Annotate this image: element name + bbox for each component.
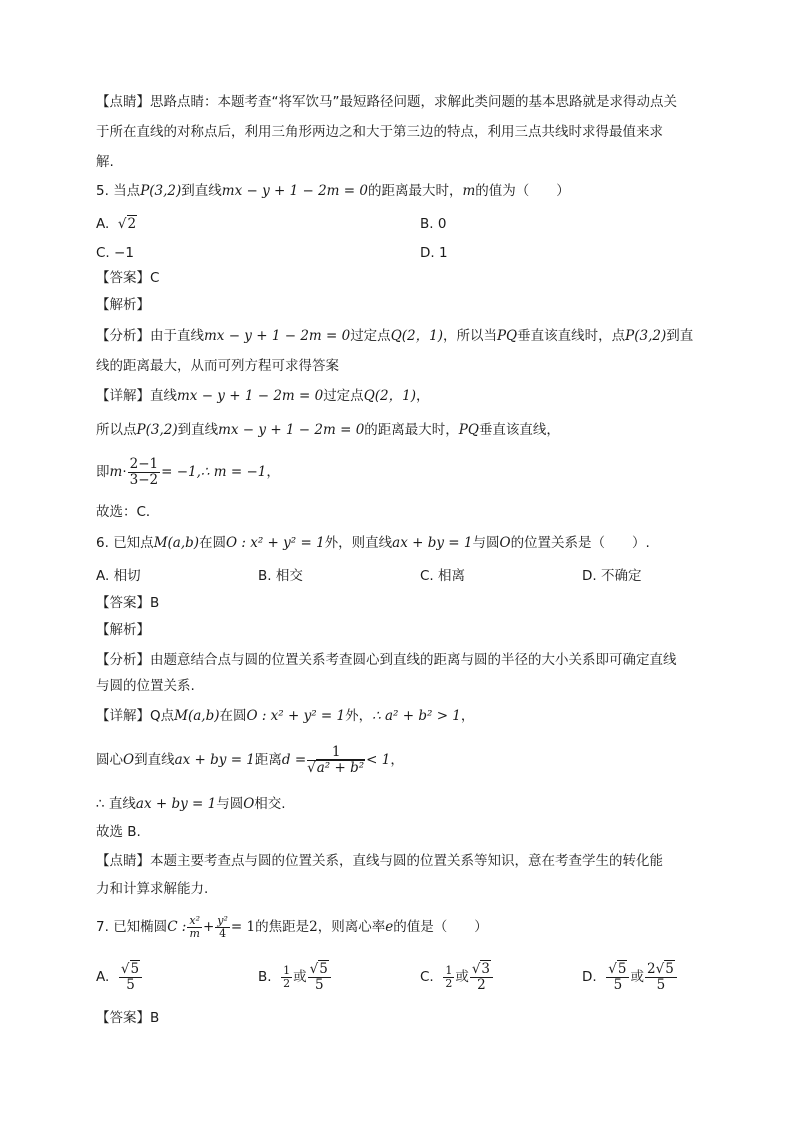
q5-text: 的距离最大时，: [367, 183, 463, 199]
q5-text: 当点: [113, 183, 141, 199]
sqrt-radicand: 2: [127, 216, 137, 232]
text: 到直: [666, 328, 694, 344]
text: ，: [390, 752, 404, 768]
fraction: [606, 962, 629, 993]
sqrt-icon: √: [307, 759, 316, 776]
ellipse-name: C :: [167, 919, 187, 935]
fixed-point: Q(2，1): [363, 388, 416, 404]
text: ，: [460, 708, 475, 724]
q6-analysis-2: 与圆的位置关系.: [96, 678, 195, 694]
q7-answer: [96, 1008, 159, 1028]
eccentricity-var: e: [385, 919, 394, 935]
sqrt-radicand: 5: [130, 960, 140, 977]
fraction-numerator: 1: [307, 745, 365, 761]
segment: PQ: [496, 328, 518, 344]
fraction-numerator: 1: [445, 963, 453, 977]
segment: PQ: [458, 422, 479, 438]
q6-option-a: A. 相切: [96, 568, 141, 584]
text: 与圆: [216, 796, 244, 812]
text: 已知椭圆: [113, 919, 168, 935]
fraction-numerator: 1: [283, 963, 291, 977]
text: 到直线: [177, 422, 219, 438]
sqrt-icon: √2: [117, 216, 137, 232]
q5-option-b: B. 0: [420, 216, 447, 232]
fraction: [215, 915, 230, 940]
point: M(a,b): [153, 535, 200, 551]
q6-stem: [96, 533, 650, 553]
fraction: [307, 745, 365, 776]
or-text: 或: [455, 969, 469, 985]
text: 在圆: [199, 535, 227, 551]
text: 外，: [345, 708, 373, 724]
text: 本题主要考查点与圆的位置关系，直线与圆的位置关系等知识，意在考查学生的转化能: [150, 853, 663, 869]
sqrt-icon: √: [608, 960, 617, 977]
analysis-tag: 【分析】: [96, 328, 150, 344]
fraction-denominator: 2: [283, 976, 291, 990]
text: 与圆: [472, 535, 500, 551]
fraction-numerator: 2−1: [129, 455, 159, 472]
text: 过定点: [350, 328, 391, 344]
q6-option-b: B. 相交: [258, 568, 303, 584]
answer-value: B: [150, 595, 160, 611]
q7-option-d: [582, 958, 678, 996]
plus-sign: +: [202, 919, 215, 935]
text: ，则离心率: [317, 919, 386, 935]
point: P(3,2): [625, 328, 667, 344]
circle-name: O: [123, 752, 135, 768]
equation: = 1: [230, 919, 256, 935]
fraction-numerator: x²: [189, 913, 200, 927]
text: 垂直该直线时，点: [517, 328, 626, 344]
q6-answer: [96, 593, 159, 613]
text: 在圆: [219, 708, 247, 724]
q5-analysis-1: [96, 326, 693, 346]
analysis-tag: 【分析】: [96, 652, 150, 668]
q7-stem: [96, 910, 488, 944]
point: P(3,2): [136, 422, 178, 438]
q5-detail-2: [96, 420, 560, 440]
q5-text: 到直线: [181, 183, 222, 199]
q5-line-eq: mx − y + 1 − 2m = 0: [221, 183, 368, 199]
sqrt-radicand: 3: [481, 960, 491, 977]
text: 相交.: [254, 796, 286, 812]
fraction-denominator: 5: [314, 976, 324, 993]
circle-name: O: [499, 535, 511, 551]
detail-tag: 【详解】: [96, 708, 150, 724]
q7-option-b: [258, 958, 332, 996]
fraction-numerator: [645, 962, 677, 978]
text: ，: [266, 464, 280, 480]
answer-value: B: [150, 1010, 160, 1026]
q6-option-d: D. 不确定: [582, 568, 642, 584]
text: 的值是（ ）: [393, 919, 488, 935]
dianjing-line-2: 于所在直线的对称点后，利用三角形两边之和大于第三边的特点，利用三点共线时求得最值来求: [96, 124, 663, 140]
dianjing-line-3: 解.: [96, 154, 114, 170]
line-eq: mx − y + 1 − 2m = 0: [204, 328, 351, 344]
q6-detail-1: [96, 706, 474, 726]
fraction: [128, 457, 161, 488]
q5-detail-1: [96, 386, 429, 406]
q5-analysis-2: 线的距离最大，从而可列方程可求得答案: [96, 358, 339, 374]
q6-conclusion: 故选 B.: [96, 824, 141, 840]
text: ∴ 直线: [96, 796, 136, 812]
coefficient: 2: [646, 960, 656, 977]
fraction-denominator: 3−2: [129, 471, 159, 488]
number: 2: [309, 919, 318, 935]
text: 由题意结合点与圆的位置关系考查圆心到直线的距离与圆的半径的大小关系即可确定直线: [150, 652, 677, 668]
text: 距离: [254, 752, 282, 768]
sqrt-icon: √: [309, 960, 319, 977]
option-key: D.: [582, 969, 597, 985]
q5-number: 5.: [96, 183, 109, 199]
fraction-denominator: 5: [126, 976, 135, 993]
line-eq: mx − y + 1 − 2m = 0: [218, 422, 365, 438]
fraction-numerator: [470, 962, 493, 978]
dianjing-line-1: [96, 92, 677, 112]
q5-detail-3: 即m· $\frac{2-1}{3-2}$ = −1,∴ m = −1，: [96, 455, 280, 488]
text: 到直线: [134, 752, 175, 768]
answer-tag: 【答案】: [96, 1010, 150, 1026]
circle-name: O: [243, 796, 255, 812]
text: Q点: [150, 708, 175, 724]
q6-dianjing-2: 力和计算求解能力.: [96, 881, 209, 897]
q5-jiexi: 【解析】: [96, 297, 150, 313]
fraction-denominator: 4: [219, 926, 227, 940]
fraction: [443, 965, 454, 990]
q5-conclusion: 故选：C．: [96, 504, 160, 520]
fraction: [281, 965, 292, 990]
equation: = −1,∴ m = −1: [161, 464, 267, 480]
text: 由于直线: [150, 328, 204, 344]
fraction: [119, 962, 142, 993]
sqrt-icon: √: [655, 960, 665, 977]
fraction-denominator: 5: [656, 976, 666, 993]
text: 垂直该直线，: [478, 422, 560, 438]
fraction: [645, 962, 677, 993]
inequality: < 1: [366, 752, 391, 768]
q5-point: P(3,2): [140, 183, 182, 199]
q6-jiexi: 【解析】: [96, 622, 150, 638]
sqrt-radicand: 5: [617, 960, 627, 977]
fraction-denominator: 2: [445, 976, 453, 990]
fraction-numerator: y²: [217, 913, 228, 927]
q5-text: 的值为（ ）: [475, 183, 570, 199]
fraction: [470, 962, 493, 993]
text: 所以点: [96, 422, 137, 438]
q5-var: m: [462, 183, 476, 199]
answer-tag: 【答案】: [96, 270, 150, 286]
sqrt-radicand: a² + b²: [316, 759, 365, 776]
fraction: [308, 962, 331, 993]
sqrt-radicand: 5: [319, 960, 328, 977]
text: 过定点: [323, 388, 364, 404]
line-eq: ax + by = 1: [174, 752, 255, 768]
text: 外，则直线: [324, 535, 393, 551]
text: 的距离最大时，: [364, 422, 459, 438]
fraction-numerator: [308, 962, 331, 978]
q7-number: 7.: [96, 919, 109, 935]
fraction-numerator: [606, 962, 629, 978]
q5-stem: [96, 181, 570, 201]
detail-tag: 【详解】: [96, 388, 150, 404]
q6-number: 6.: [96, 535, 109, 551]
dianjing-tag: 【点睛】: [96, 853, 150, 869]
answer-value: C: [150, 270, 160, 286]
option-key: A.: [96, 216, 110, 232]
q6-analysis-1: [96, 650, 677, 670]
text: ，所以当: [442, 328, 497, 344]
fixed-point: Q(2，1): [390, 328, 443, 344]
option-key: B.: [258, 969, 272, 985]
q6-dianjing-1: [96, 851, 663, 871]
q6-detail-2: [96, 740, 404, 780]
text: 的焦距是: [255, 919, 310, 935]
fraction-denominator: m: [189, 926, 200, 940]
line-eq: ax + by = 1: [135, 796, 217, 812]
q7-option-a: [96, 958, 143, 996]
option-key: C.: [420, 969, 434, 985]
sqrt-radicand: 5: [665, 960, 674, 977]
q7-option-c: [420, 958, 494, 996]
text: 圆心: [96, 752, 123, 768]
dianjing-text-1: 思路点睛：本题考查“将军饮马”最短路径问题，求解此类问题的基本思路就是求得动点关: [150, 94, 677, 110]
line-eq: ax + by = 1: [392, 535, 473, 551]
fraction-denominator: [307, 761, 365, 776]
text: ，: [415, 388, 430, 404]
point: M(a,b): [174, 708, 220, 724]
sqrt-icon: √: [120, 960, 130, 977]
option-key: A.: [96, 969, 110, 985]
circle-eq: O : x² + y² = 1: [246, 708, 346, 724]
sqrt-icon: √: [471, 960, 481, 977]
fraction: [187, 915, 202, 940]
or-text: 或: [293, 969, 307, 985]
dianjing-tag: 【点睛】: [96, 94, 150, 110]
answer-tag: 【答案】: [96, 595, 150, 611]
fraction-denominator: 5: [613, 976, 623, 993]
inequality: ∴ a² + b² > 1: [372, 708, 461, 724]
q5-answer: [96, 268, 159, 288]
q6-detail-3: [96, 794, 286, 814]
q5-option-c: C. −1: [96, 245, 134, 261]
q6-option-c: C. 相离: [420, 568, 466, 584]
var: m: [109, 464, 123, 480]
q5-option-d: D. 1: [420, 245, 448, 261]
text: 的位置关系是（ ）.: [510, 535, 650, 551]
q5-option-a: [96, 214, 137, 234]
distance-var: d =: [281, 752, 307, 768]
text: 已知点: [113, 535, 154, 551]
or-text: 或: [630, 969, 644, 985]
fraction-numerator: [119, 962, 142, 978]
line-eq: mx − y + 1 − 2m = 0: [177, 388, 324, 404]
text: 直线: [150, 388, 177, 404]
fraction-denominator: 2: [477, 976, 486, 993]
text: 即: [96, 464, 110, 480]
circle-eq: O : x² + y² = 1: [226, 535, 325, 551]
